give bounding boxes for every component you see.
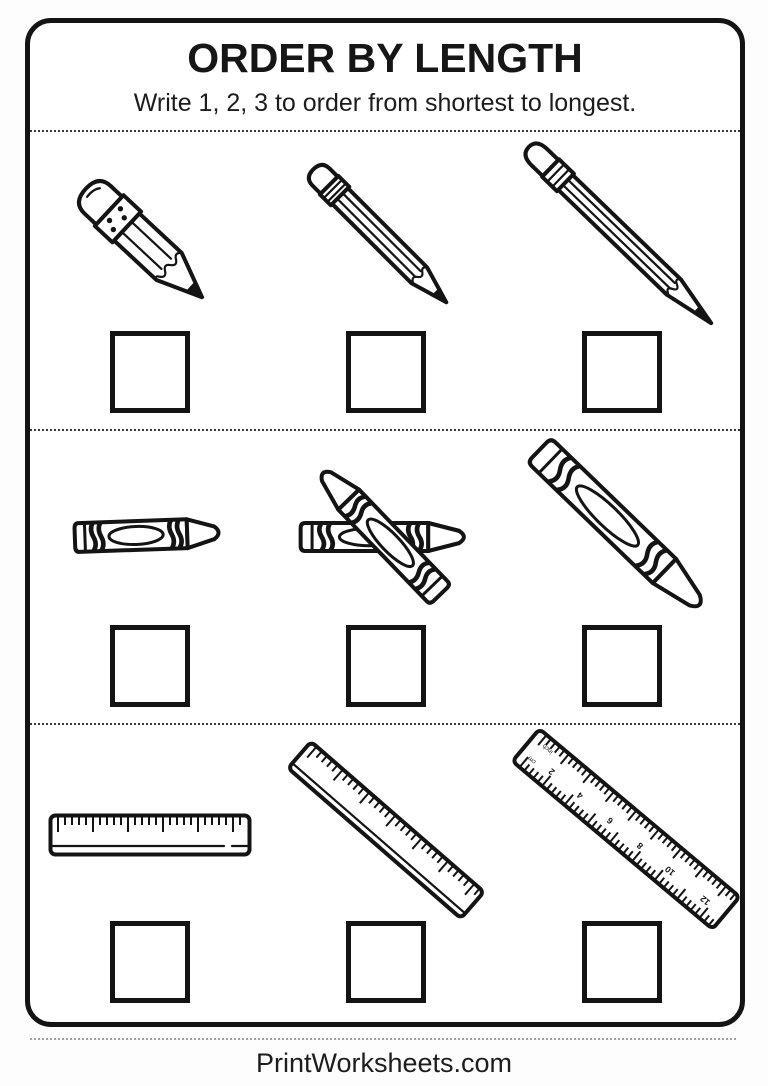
- answer-box-pencils-3[interactable]: [582, 331, 662, 413]
- long-crayon-image: [522, 433, 724, 630]
- short-pencil-image: [68, 170, 222, 318]
- medium-pencil-image: [301, 157, 464, 320]
- worksheet-frame: [25, 18, 745, 1027]
- ruler-number: 10: [662, 864, 677, 879]
- ruler-number: 6: [604, 815, 616, 827]
- footer-separator: [30, 1038, 736, 1040]
- answer-box-crayons-3[interactable]: [582, 625, 662, 707]
- ruler-icon: [509, 726, 743, 933]
- pencil-icon: [301, 157, 464, 320]
- ruler-unit-top-label: inch: [541, 742, 555, 756]
- row-separator: [30, 130, 740, 132]
- answer-box-pencils-1[interactable]: [110, 331, 190, 413]
- ruler-number: 12: [698, 893, 713, 908]
- answer-box-rulers-3[interactable]: [582, 921, 662, 1003]
- short-crayon-image: [72, 514, 228, 555]
- crayon-icon: [522, 433, 724, 630]
- ruler-number: 8: [634, 840, 646, 852]
- instructions-text: Write 1, 2, 3 to order from shortest to longest.: [133, 89, 637, 117]
- ruler-number: 4: [574, 790, 586, 801]
- page-title: ORDER BY LENGTH: [187, 35, 583, 81]
- pencil-icon: [516, 134, 730, 342]
- long-pencil-image: [516, 134, 730, 342]
- medium-ruler-image: [285, 738, 488, 922]
- ruler-icon: [285, 738, 488, 922]
- answer-box-rulers-1[interactable]: [110, 921, 190, 1003]
- answer-box-pencils-2[interactable]: [346, 331, 426, 413]
- answer-box-crayons-1[interactable]: [110, 625, 190, 707]
- row-separator: [30, 723, 740, 725]
- answer-box-rulers-2[interactable]: [346, 921, 426, 1003]
- crayon-icon: [72, 514, 228, 555]
- row-separator: [30, 429, 740, 431]
- ruler-unit-bottom-label: cm: [526, 754, 538, 766]
- pencil-icon: [68, 170, 222, 318]
- site-credit: PrintWorksheets.com: [255, 1048, 513, 1078]
- answer-box-crayons-2[interactable]: [346, 625, 426, 707]
- long-ruler-image: [509, 726, 743, 933]
- ruler-icon: [48, 813, 252, 857]
- ruler-number: 2: [546, 766, 557, 778]
- short-ruler-image: [48, 813, 252, 857]
